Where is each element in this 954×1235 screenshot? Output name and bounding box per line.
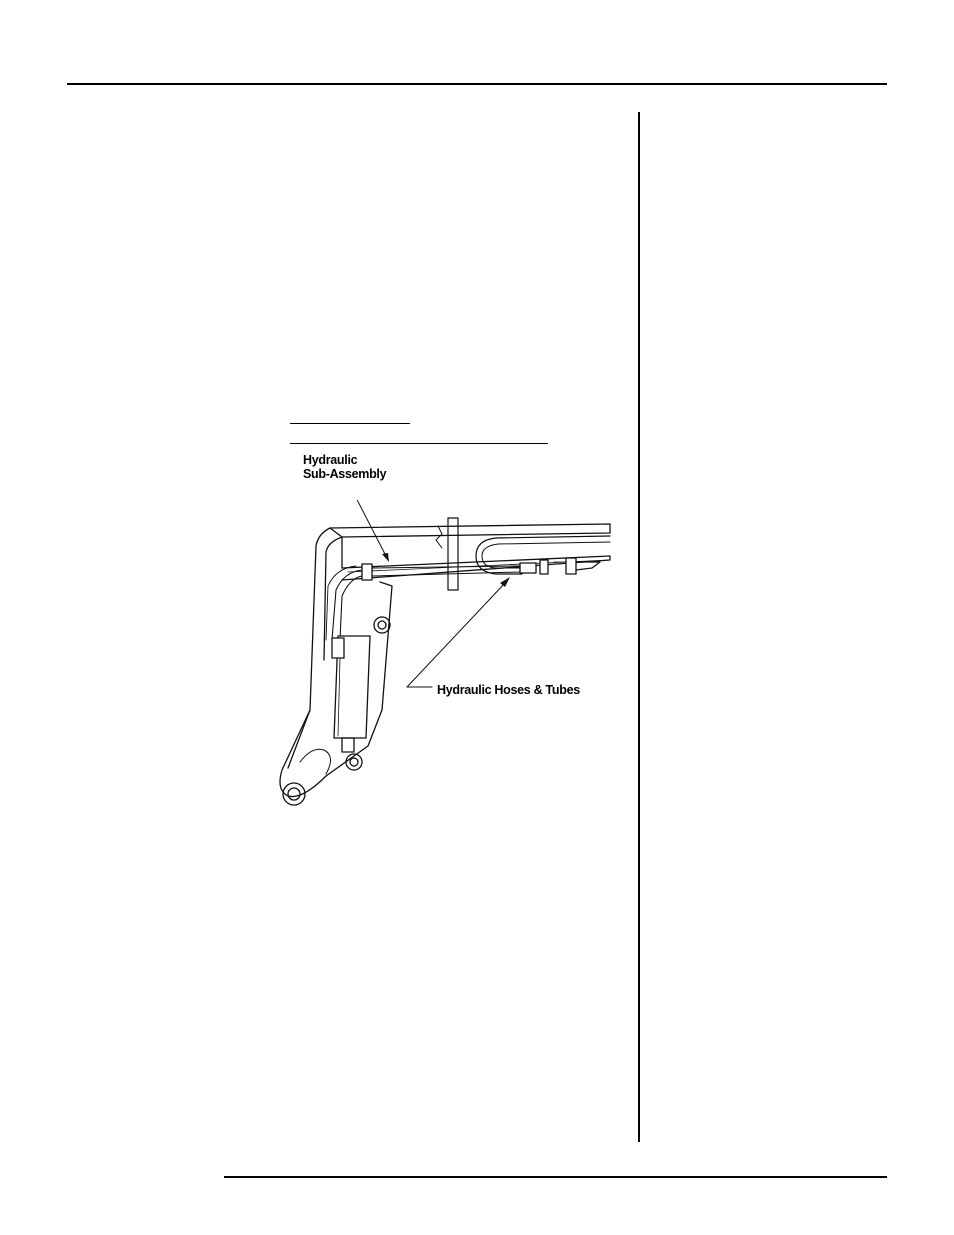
boom-hydraulic-illustration bbox=[270, 500, 615, 820]
pivot-pin-upper bbox=[374, 617, 390, 633]
sub-assembly-block bbox=[362, 564, 372, 580]
label-hydraulic-sub-assembly: Hydraulic Sub-Assembly bbox=[303, 453, 387, 481]
footer-rule bbox=[224, 1176, 887, 1178]
boom-upper-beam bbox=[330, 524, 610, 537]
leader-hoses-tubes-diag bbox=[407, 582, 506, 687]
cylinder-fitting-top bbox=[332, 638, 344, 658]
caption-underline-long bbox=[290, 443, 548, 444]
leader-sub-assembly-arrowhead bbox=[382, 553, 389, 562]
column-divider bbox=[638, 112, 640, 1142]
hose-down-2 bbox=[340, 576, 362, 640]
hose-down-1 bbox=[332, 570, 362, 640]
leader-hoses-tubes-arrowhead bbox=[500, 577, 510, 587]
header-rule bbox=[67, 83, 887, 85]
hose-fitting-right bbox=[520, 563, 536, 573]
boom-clamp-plate bbox=[448, 518, 458, 590]
caption-underline-short bbox=[290, 423, 410, 424]
label-hydraulic-hoses-tubes: Hydraulic Hoses & Tubes bbox=[437, 683, 580, 697]
